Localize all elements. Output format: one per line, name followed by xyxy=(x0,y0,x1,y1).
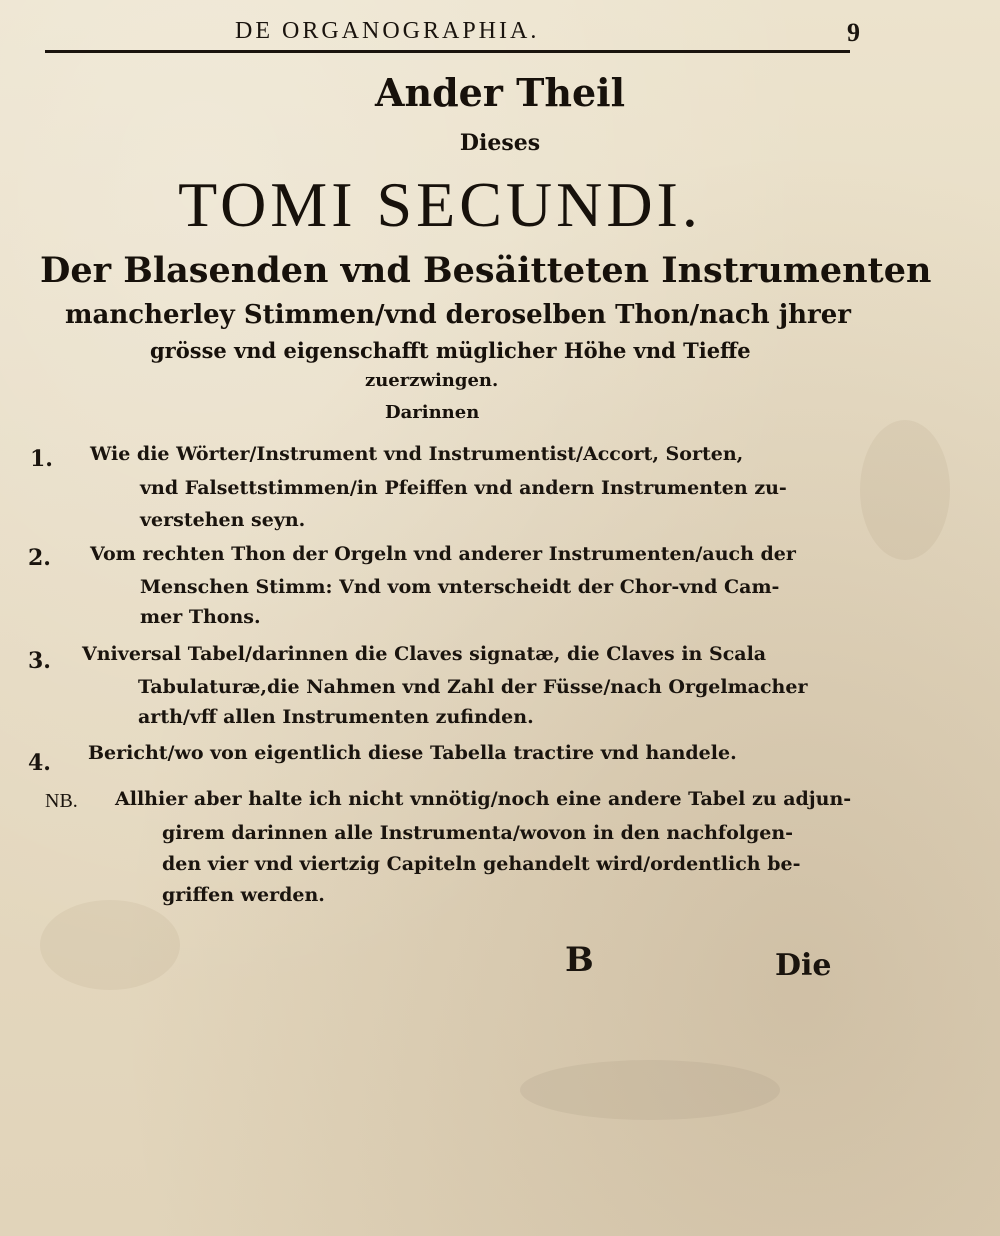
item-line: Allhier aber halte ich nicht vnnötig/noch eine andere Tabel zu adjun- xyxy=(115,788,852,810)
item-line: arth/vff allen Instrumenten zufinden. xyxy=(138,706,534,728)
paper-stain xyxy=(860,420,950,560)
item-line: Vom rechten Thon der Orgeln vnd anderer Instrumenten/auch der xyxy=(90,543,796,565)
running-title: DE ORGANOGRAPHIA. xyxy=(235,18,540,44)
running-header xyxy=(45,18,860,58)
part-title: Ander Theil xyxy=(374,70,626,115)
page-number: 9 xyxy=(847,18,860,47)
darinnen-label: Darinnen xyxy=(385,402,480,423)
item-line: Wie die Wörter/Instrument vnd Instrumentist/Accort, Sorten, xyxy=(90,443,744,465)
paper-stain xyxy=(520,1060,780,1120)
tomi-secundi-title: TOMI SECUNDI. xyxy=(178,169,702,240)
item-number: 2. xyxy=(28,545,51,571)
item-number: 4. xyxy=(28,750,51,776)
item-line: Vniversal Tabel/darinnen die Claves signatæ, die Claves in Scala xyxy=(82,643,767,665)
item-line: girem darinnen alle Instrumenta/wovon in den nachfolgen- xyxy=(162,822,794,844)
item-line: griffen werden. xyxy=(162,884,325,906)
subtitle-line-1: Der Blasenden vnd Besäitteten Instrumenten xyxy=(40,250,932,291)
item-line: Bericht/wo von eigentlich diese Tabella tractire vnd handele. xyxy=(88,742,737,764)
item-line: verstehen seyn. xyxy=(140,509,306,531)
item-line: vnd Falsettstimmen/in Pfeiffen vnd andern Instrumenten zu- xyxy=(140,477,787,499)
item-line: mer Thons. xyxy=(140,606,261,628)
subtitle-line-3: grösse vnd eigenschafft müglicher Höhe vnd Tieffe xyxy=(150,338,751,363)
item-number: 1. xyxy=(30,446,53,472)
nota-bene-label: NB. xyxy=(45,790,78,812)
subtitle-line-2: mancherley Stimmen/vnd deroselben Thon/nach jhrer xyxy=(65,300,851,330)
catchword: Die xyxy=(775,948,832,983)
item-number: 3. xyxy=(28,648,51,674)
item-line: den vier vnd viertzig Capiteln gehandelt wird/ordentlich be- xyxy=(162,853,801,875)
dieses-label: Dieses xyxy=(459,130,541,156)
header-rule xyxy=(45,50,850,53)
signature-mark: B xyxy=(565,940,594,980)
item-line: Tabulaturæ,die Nahmen vnd Zahl der Füsse/nach Orgelmacher xyxy=(138,676,808,698)
subtitle-line-4: zuerzwingen. xyxy=(365,370,499,391)
paper-stain xyxy=(40,900,180,990)
item-line: Menschen Stimm: Vnd vom vnterscheidt der Chor-vnd Cam- xyxy=(140,576,780,598)
